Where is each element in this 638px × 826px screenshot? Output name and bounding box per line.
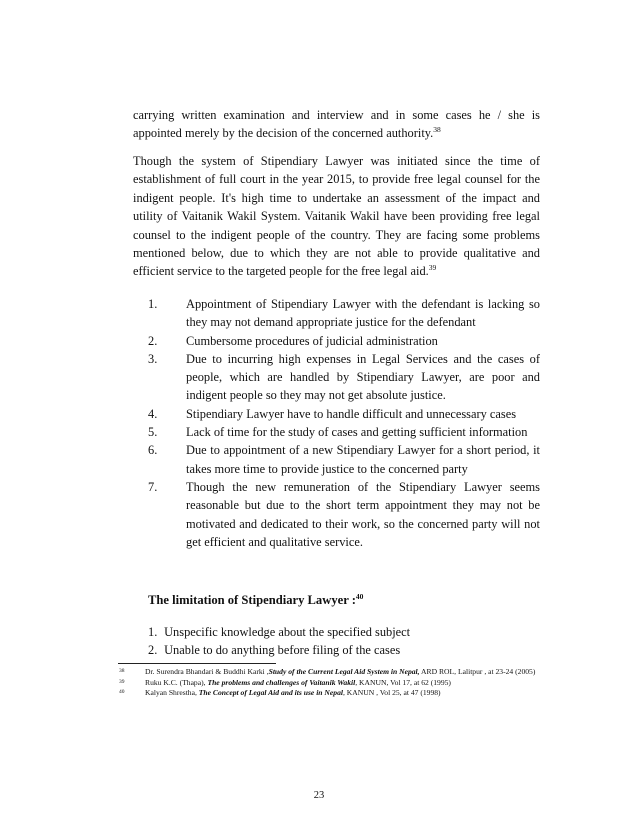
list-item-number: 1. (148, 625, 158, 639)
list-item (148, 423, 540, 441)
footnote-title: Study of the Current Legal Aid System in Nepal, (268, 667, 420, 676)
footnote-title: The problems and challenges of Vaitanik Wakil (207, 677, 356, 687)
footnote-title: The Concept of Legal Aid and its use in Nepal (198, 688, 343, 698)
list-item-text: Unable to do anything before filing of the cases (164, 643, 401, 658)
list-item-number: 3. (148, 351, 158, 366)
section-heading-text: The limitation of Stipendiary Lawyer : (148, 593, 356, 607)
list-item (148, 295, 540, 332)
footnote-39 (119, 677, 543, 689)
footnote-ref-38[interactable]: 38 (433, 125, 441, 135)
paragraph-text: carrying written examination and interview and in some cases he / she is appointed merely by the decision of the concerned authority. (133, 108, 540, 141)
footnote-text: Kalyan Shrestha, (145, 688, 199, 698)
list-item (148, 641, 540, 659)
section-heading (148, 591, 363, 609)
footnote-marker: 38 (119, 668, 125, 674)
list-item-number: 2. (148, 333, 158, 348)
list-item-text: Though the new remuneration of the Stipendiary Lawyer seems reasonable but due to the short term appointment they may not be motivated and dedicated to their work, so the concerned party will not get efficient and qualitative service. (186, 479, 540, 549)
list-item (148, 441, 540, 478)
paragraph-text: Though the system of Stipendiary Lawyer was initiated since the time of establishment of full court in the year 2015, to provide free legal counsel for the indigent people. It's high time to undertake an assessment of the impact and utility of Vaitanik Wakil System. Vaitanik Wakil have been providing free legal counsel to the indigent people of the country. They are facing some problems mentioned below, due to which they are not able to provide qualitative and efficient service to the targeted people for the free legal aid. (133, 154, 540, 279)
limitations-list (148, 623, 540, 659)
footnotes (119, 667, 543, 699)
list-item (148, 332, 540, 350)
list-item-number: 1. (148, 297, 158, 311)
list-item-text: Due to appointment of a new Stipendiary Lawyer for a short period, it takes more time to provide justice to the concerned party (186, 443, 540, 476)
list-item-number: 5. (148, 425, 158, 440)
list-item (148, 350, 540, 405)
list-item-text: Appointment of Stipendiary Lawyer with the defendant is lacking so they may not demand appropriate justice for the defendant (186, 297, 540, 330)
footnote-text: ARD ROL, Lalitpur , at 23-24 (2005) (419, 667, 536, 676)
list-item-text: Due to incurring high expenses in Legal Services and the cases of people, which are handled by Stipendiary Lawyer, are poor and indigent people so they may not get absolute justice. (186, 351, 540, 403)
footnote-text: Dr. Surendra Bhandari & Buddhi Karki , (145, 667, 269, 676)
footnote-ref-40[interactable]: 40 (355, 591, 364, 601)
list-item-text: Lack of time for the study of cases and getting sufficient information (186, 425, 528, 440)
paragraph-continued (133, 106, 540, 143)
footnote-ref-39[interactable]: 39 (428, 263, 437, 273)
footnote-text: , KANUN, Vol 17, at 62 (1995) (355, 677, 451, 687)
list-item-text: Unspecific knowledge about the specified subject (164, 625, 411, 639)
footnote-divider (118, 663, 276, 664)
problems-list (148, 295, 540, 551)
list-item (148, 478, 540, 551)
list-item-text: Stipendiary Lawyer have to handle difficult and unnecessary cases (186, 406, 517, 421)
footnote-marker: 39 (119, 678, 125, 685)
list-item-number: 7. (148, 479, 158, 494)
paragraph-stipendiary-system (133, 152, 540, 281)
footnote-marker: 40 (119, 689, 125, 696)
list-item-number: 6. (148, 443, 158, 458)
list-item-number: 2. (148, 643, 158, 658)
footnote-38 (119, 667, 543, 678)
footnote-text: Ruku K.C. (Thapa), (145, 677, 208, 687)
list-item (148, 623, 540, 641)
page-number: 23 (313, 790, 325, 801)
footnote-40 (119, 688, 543, 699)
list-item-text: Cumbersome procedures of judicial administration (186, 333, 438, 348)
footnote-text: , KANUN , Vol 25, at 47 (1998) (343, 688, 441, 698)
list-item (148, 405, 540, 423)
list-item-number: 4. (148, 406, 158, 421)
